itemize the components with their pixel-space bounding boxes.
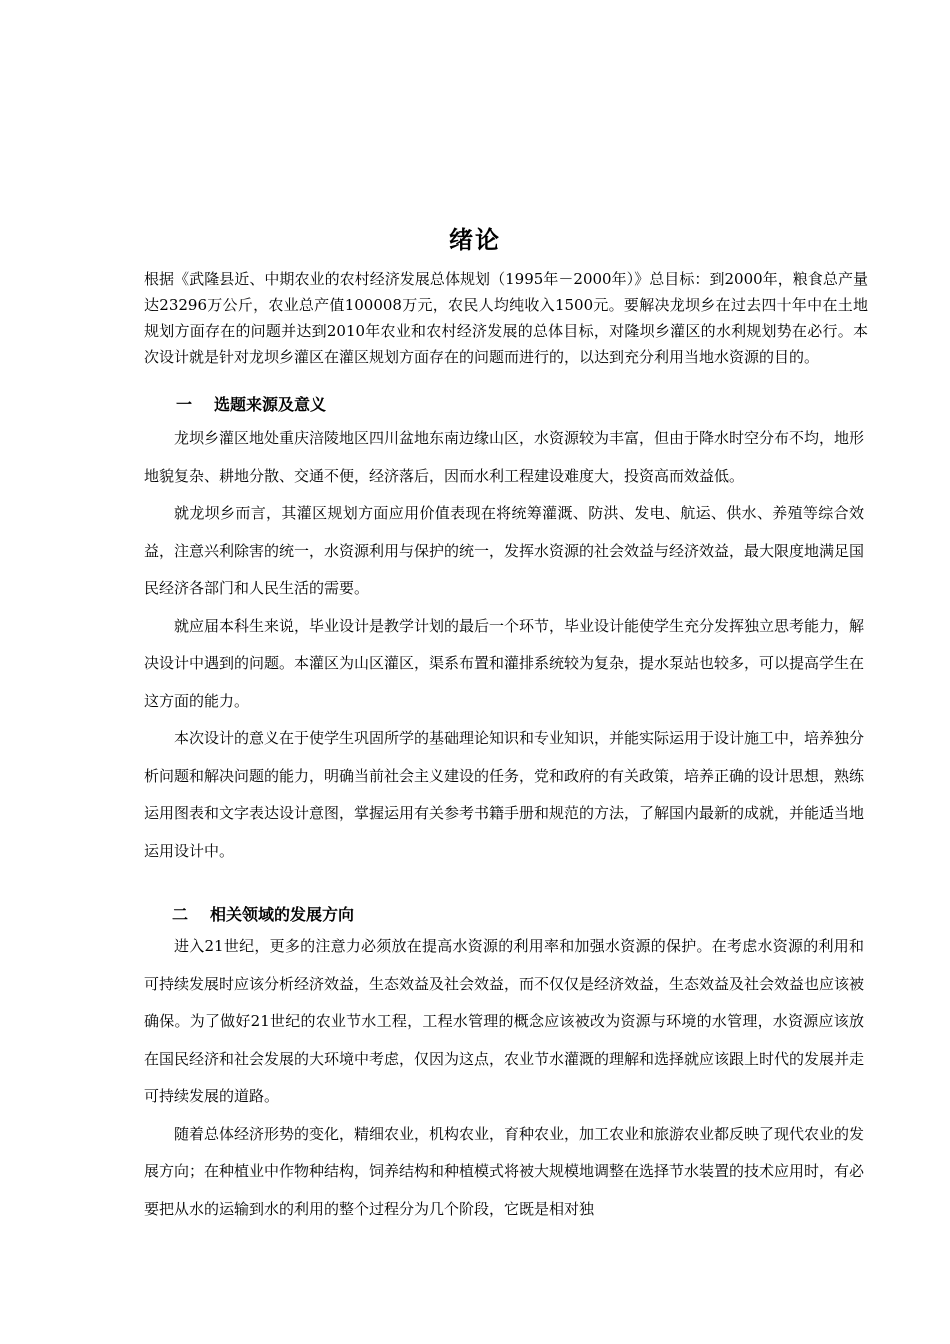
body-paragraph: 进入21世纪，更多的注意力必须放在提高水资源的利用率和加强水资源的保护。在考虑水资源的利用和可持续发展时应该分析经济效益，生态效益及社会效益，而不仅仅是经济效益，生态效益及社会效益也应该被确保。为了做好21世纪的农业节水工程，工程水管理的概念应该被改为资源与环境的水管理，水资源应该放在国民经济和社会发展的大环境中考虑，仅因为这点，农业节水灌溉的理解和选择就应该跟上时代的发展并走可持续发展的道路。 [144, 937, 865, 1105]
body-paragraph: 就龙坝乡而言，其灌区规划方面应用价值表现在将统筹灌溉、防洪、发电、航运、供水、养殖等综合效益，注意兴利除害的统一，水资源利用与保护的统一，发挥水资源的社会效益与经济效益，最大限度地满足国民经济各部门和人民生活的需要。 [144, 504, 865, 597]
section-heading-1 [176, 394, 326, 416]
page-title: 绪论 [449, 226, 501, 255]
section-body-2 [144, 928, 864, 1228]
section-title-2: 相关领域的发展方向 [210, 905, 355, 924]
intro-paragraph: 根据《武隆县近、中期农业的农村经济发展总体规划（1995年－2000年）》总目标：到2000年，粮食总产量达23296万公斤，农业总产值100008万元，农民人均纯收入1500元。要解决龙坝乡在过去四十年中在土地规划方面存在的问题并达到2010年农业和农村经济发展的总体目标，对隆坝乡灌区的水利规划势在必行。本次设计就是针对龙坝乡灌区在灌区规划方面存在的问题而进行的，以达到充分利用当地水资源的目的。 [144, 270, 868, 366]
section-heading-2 [172, 904, 354, 926]
body-paragraph: 随着总体经济形势的变化，精细农业，机构农业，育种农业，加工农业和旅游农业都反映了现代农业的发展方向；在种植业中作物种结构，饲养结构和种植模式将被大规模地调整在选择节水装置的技术应用时，有必要把从水的运输到水的利用的整个过程分为几个阶段，它既是相对独 [144, 1124, 865, 1218]
body-paragraph: 本次设计的意义在于使学生巩固所学的基础理论知识和专业知识，并能实际运用于设计施工中，培养独分析问题和解决问题的能力，明确当前社会主义建设的任务，党和政府的有关政策，培养正确的设计思想，熟练运用图表和文字表达设计意图，掌握运用有关参考书籍手册和规范的方法，了解国内最新的成就，并能适当地运用设计中。 [144, 729, 865, 860]
section-number-1: 一 [176, 395, 193, 414]
section-body-1 [144, 420, 864, 870]
section-number-2: 二 [172, 905, 189, 924]
section-title-1: 选题来源及意义 [214, 395, 327, 414]
body-paragraph: 就应届本科生来说，毕业设计是教学计划的最后一个环节，毕业设计能使学生充分发挥独立思考能力，解决设计中遇到的问题。本灌区为山区灌区，渠系布置和灌排系统较为复杂，提水泵站也较多，可以提高学生在这方面的能力。 [144, 616, 865, 710]
body-paragraph: 龙坝乡灌区地处重庆涪陵地区四川盆地东南边缘山区，水资源较为丰富，但由于降水时空分布不均，地形地貌复杂、耕地分散、交通不便，经济落后，因而水利工程建设难度大，投资高而效益低。 [144, 429, 865, 485]
